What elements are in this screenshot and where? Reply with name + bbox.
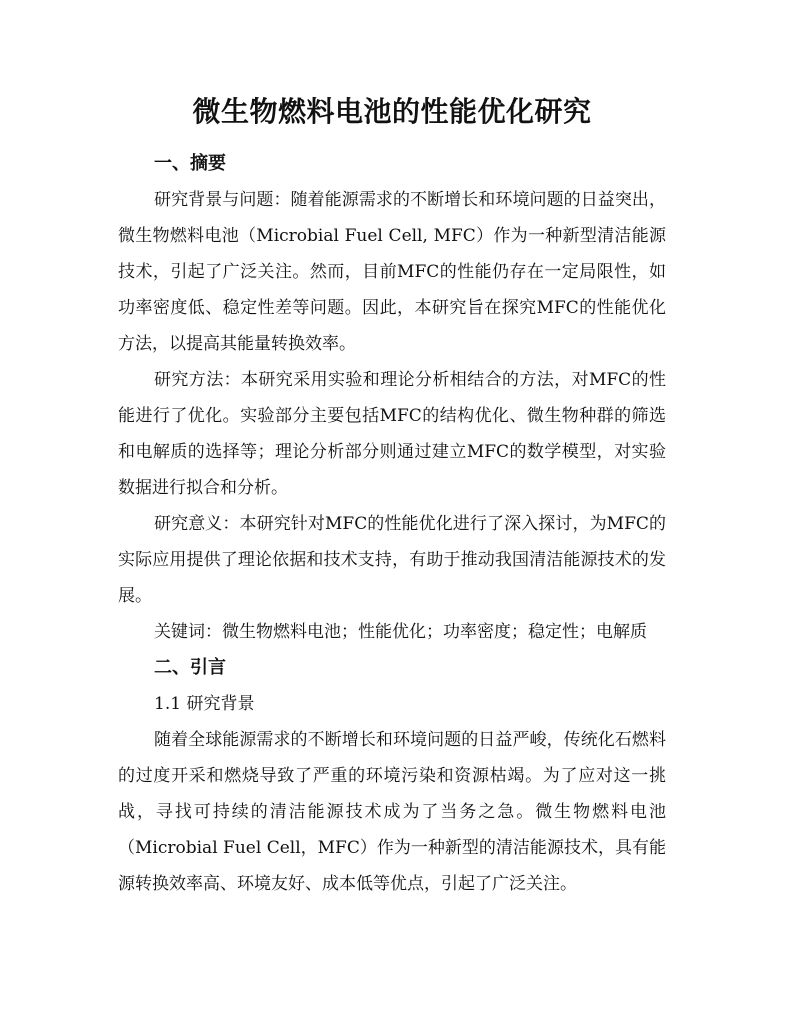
keywords-paragraph: 关键词：微生物燃料电池；性能优化；功率密度；稳定性；电解质 bbox=[154, 622, 647, 642]
introduction-heading: 二、引言 bbox=[154, 657, 226, 678]
abstract-methods-paragraph: 研究方法：本研究采用实验和理论分析相结合的方法，对MFC的性能进行了优化。实验部分主要包括MFC的结构优化、微生物种群的筛选和电解质的选择等；理论分析部分则通过建立MFC的数学模型，对实验数据进行拟合和分析。 bbox=[118, 370, 666, 498]
abstract-significance-paragraph: 研究意义：本研究针对MFC的性能优化进行了深入探讨，为MFC的实际应用提供了理论依据和技术支持，有助于推动我国清洁能源技术的发展。 bbox=[118, 514, 666, 606]
abstract-heading: 一、摘要 bbox=[154, 153, 226, 174]
research-background-subheading: 1.1 研究背景 bbox=[154, 694, 255, 714]
introduction-paragraph: 随着全球能源需求的不断增长和环境问题的日益严峻，传统化石燃料的过度开采和燃烧导致了严重的环境污染和资源枯竭。为了应对这一挑战，寻找可持续的清洁能源技术成为了当务之急。微生物燃料电池（Microbial Fuel Cell，MFC）作为一种新型的清洁能源技术，具有能源转换效率高、环境友好、成本低等优点，引起了广泛关注。 bbox=[118, 730, 666, 894]
document-title: 微生物燃料电池的性能优化研究 bbox=[192, 95, 592, 128]
abstract-background-paragraph: 研究背景与问题：随着能源需求的不断增长和环境问题的日益突出，微生物燃料电池（Microbial Fuel Cell, MFC）作为一种新型清洁能源技术，引起了广泛关注。然而，目前MFC的性能仍存在一定局限性，如功率密度低、稳定性差等问题。因此，本研究旨在探究MFC的性能优化方法，以提高其能量转换效率。 bbox=[118, 190, 666, 354]
